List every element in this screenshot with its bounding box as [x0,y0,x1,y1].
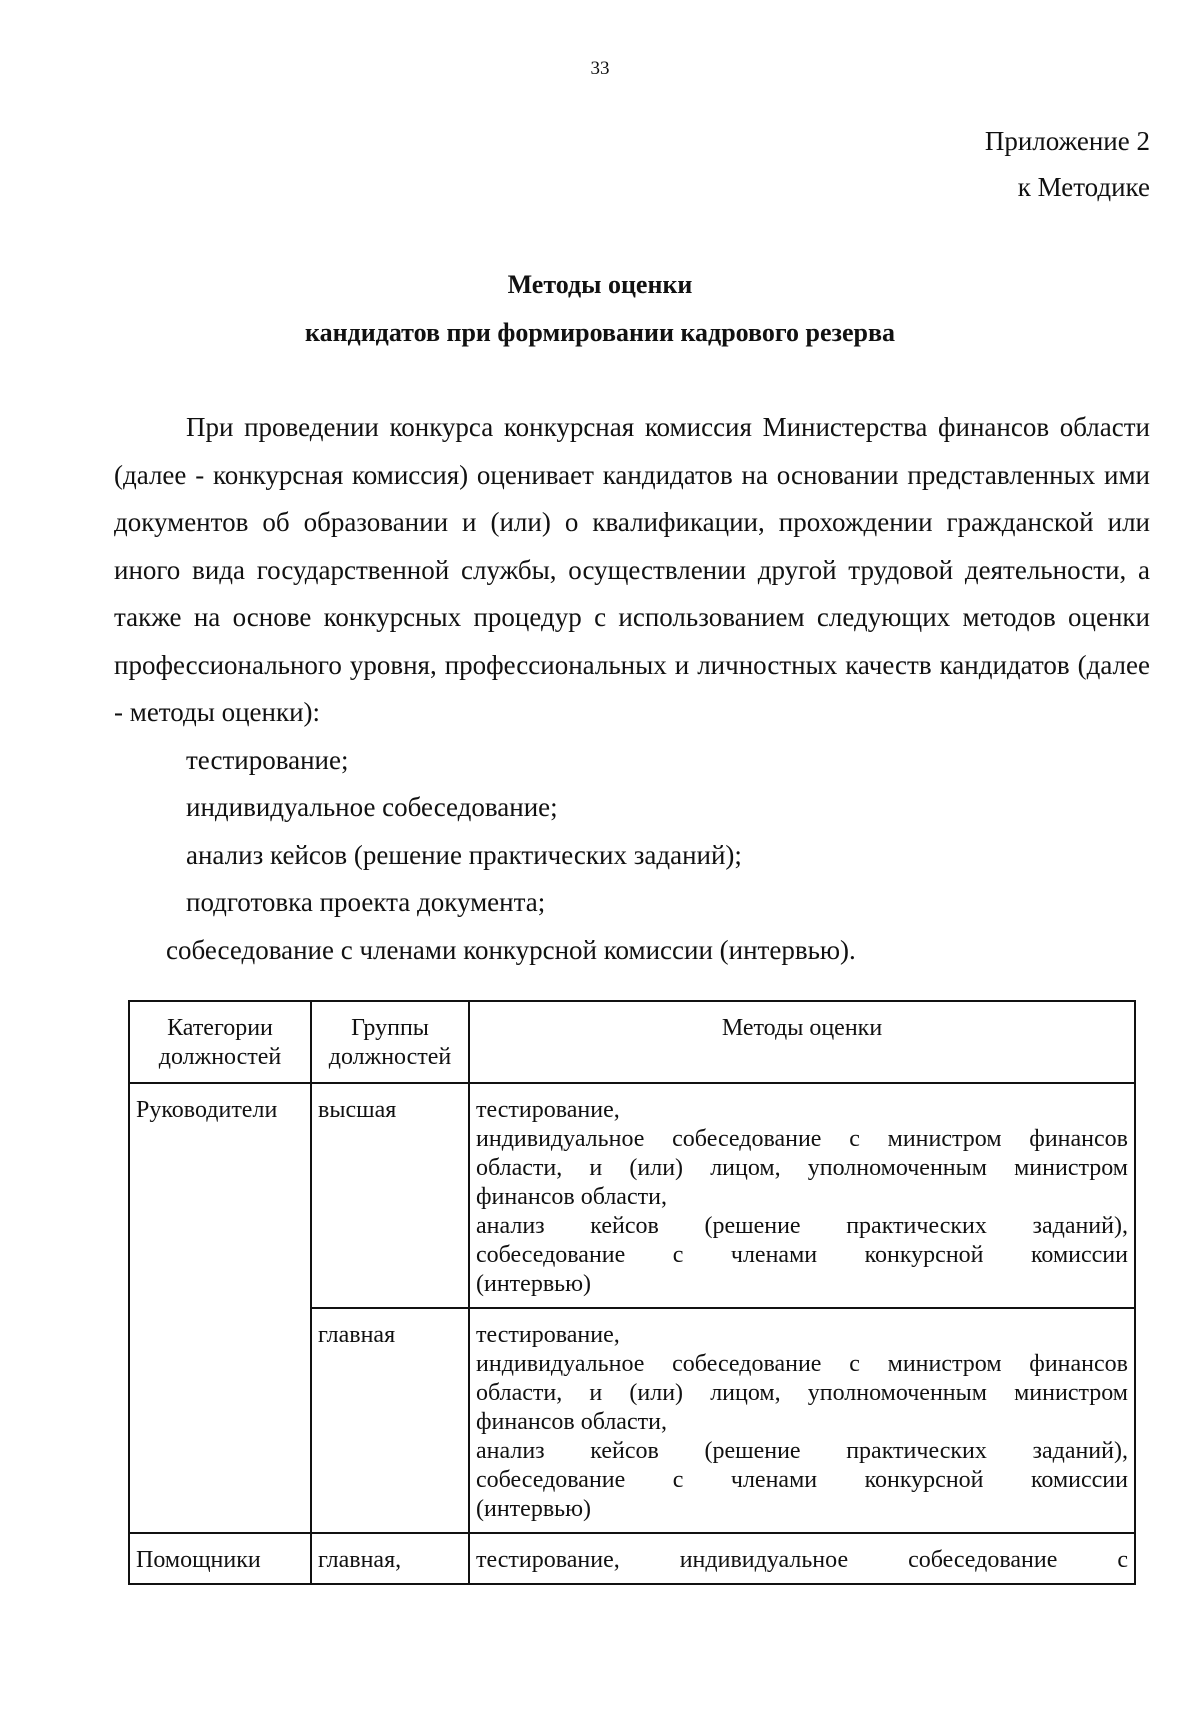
title-line-1: Методы оценки [507,270,693,299]
header-category-line-1: Категории [167,1015,273,1041]
methods-cell [469,1308,1135,1533]
appendix-line-1: Приложение 2 [984,126,1150,156]
group-cell: главная, [311,1533,469,1584]
methods-line: собеседование с членами конкурсной комиссии [476,1242,1128,1268]
table-header-row [129,1001,1135,1083]
header-methods: Методы оценки [469,1001,1135,1083]
methods-line: тестирование, [476,1097,620,1123]
header-group-line-2: должностей [328,1044,452,1070]
methods-line: (интервью) [476,1496,592,1522]
methods-table [128,1000,1136,1585]
methods-line: области, и (или) лицом, уполномоченным министром [476,1155,1128,1181]
methods-line: области, и (или) лицом, уполномоченным министром [476,1380,1128,1406]
header-category-line-2: должностей [158,1044,282,1070]
methods-line: индивидуальное собеседование с министром финансов [476,1351,1128,1377]
table-row [129,1083,1135,1308]
method-list-item: индивидуальное собеседование; [186,792,558,822]
header-group [311,1001,469,1083]
methods-cell [469,1083,1135,1308]
intro-paragraph: При проведении конкурса конкурсная комиссия Министерства финансов области (далее - конкурсная комиссия) оценивает кандидатов на основании представленных ими документов об образовании и (или) о квалификации, прохождении гражданской или иного вида государственной службы, осуществлении другой трудовой деятельности, а также на основе конкурсных процедур с использованием следующих методов оценки профессионального уровня, профессиональных и личностных качеств кандидатов (далее - методы оценки): [114,412,1150,727]
methods-line: тестирование, индивидуальное собеседование с [476,1547,1128,1573]
method-list-item: собеседование с членами конкурсной комиссии (интервью). [166,934,856,965]
appendix-line-2: к Методике [1017,172,1150,202]
method-list-item: анализ кейсов (решение практических заданий); [186,839,742,870]
header-group-line-1: Группы [351,1015,429,1041]
methods-line: (интервью) [476,1271,592,1297]
appendix-reference [985,118,1150,210]
body-text [114,404,1150,974]
table-row [129,1533,1135,1584]
group-cell: главная [311,1308,469,1533]
methods-line: собеседование с членами конкурсной комиссии [476,1467,1128,1493]
method-list-item: подготовка проекта документа; [186,887,546,917]
method-list-item: тестирование; [186,744,349,775]
methods-line: тестирование, [476,1322,620,1348]
category-cell: Руководители [129,1083,311,1533]
methods-cell [469,1533,1135,1584]
category-cell: Помощники [129,1533,311,1584]
document-title [0,261,1200,357]
methods-line: анализ кейсов (решение практических заданий), [476,1438,1128,1464]
methods-line: анализ кейсов (решение практических заданий), [476,1213,1128,1239]
title-line-2: кандидатов при формировании кадрового резерва [304,318,896,347]
methods-line: финансов области, [476,1409,667,1435]
page-number: 33 [590,58,610,79]
group-cell: высшая [311,1083,469,1308]
methods-line: финансов области, [476,1184,667,1210]
methods-line: индивидуальное собеседование с министром финансов [476,1126,1128,1152]
header-category [129,1001,311,1083]
